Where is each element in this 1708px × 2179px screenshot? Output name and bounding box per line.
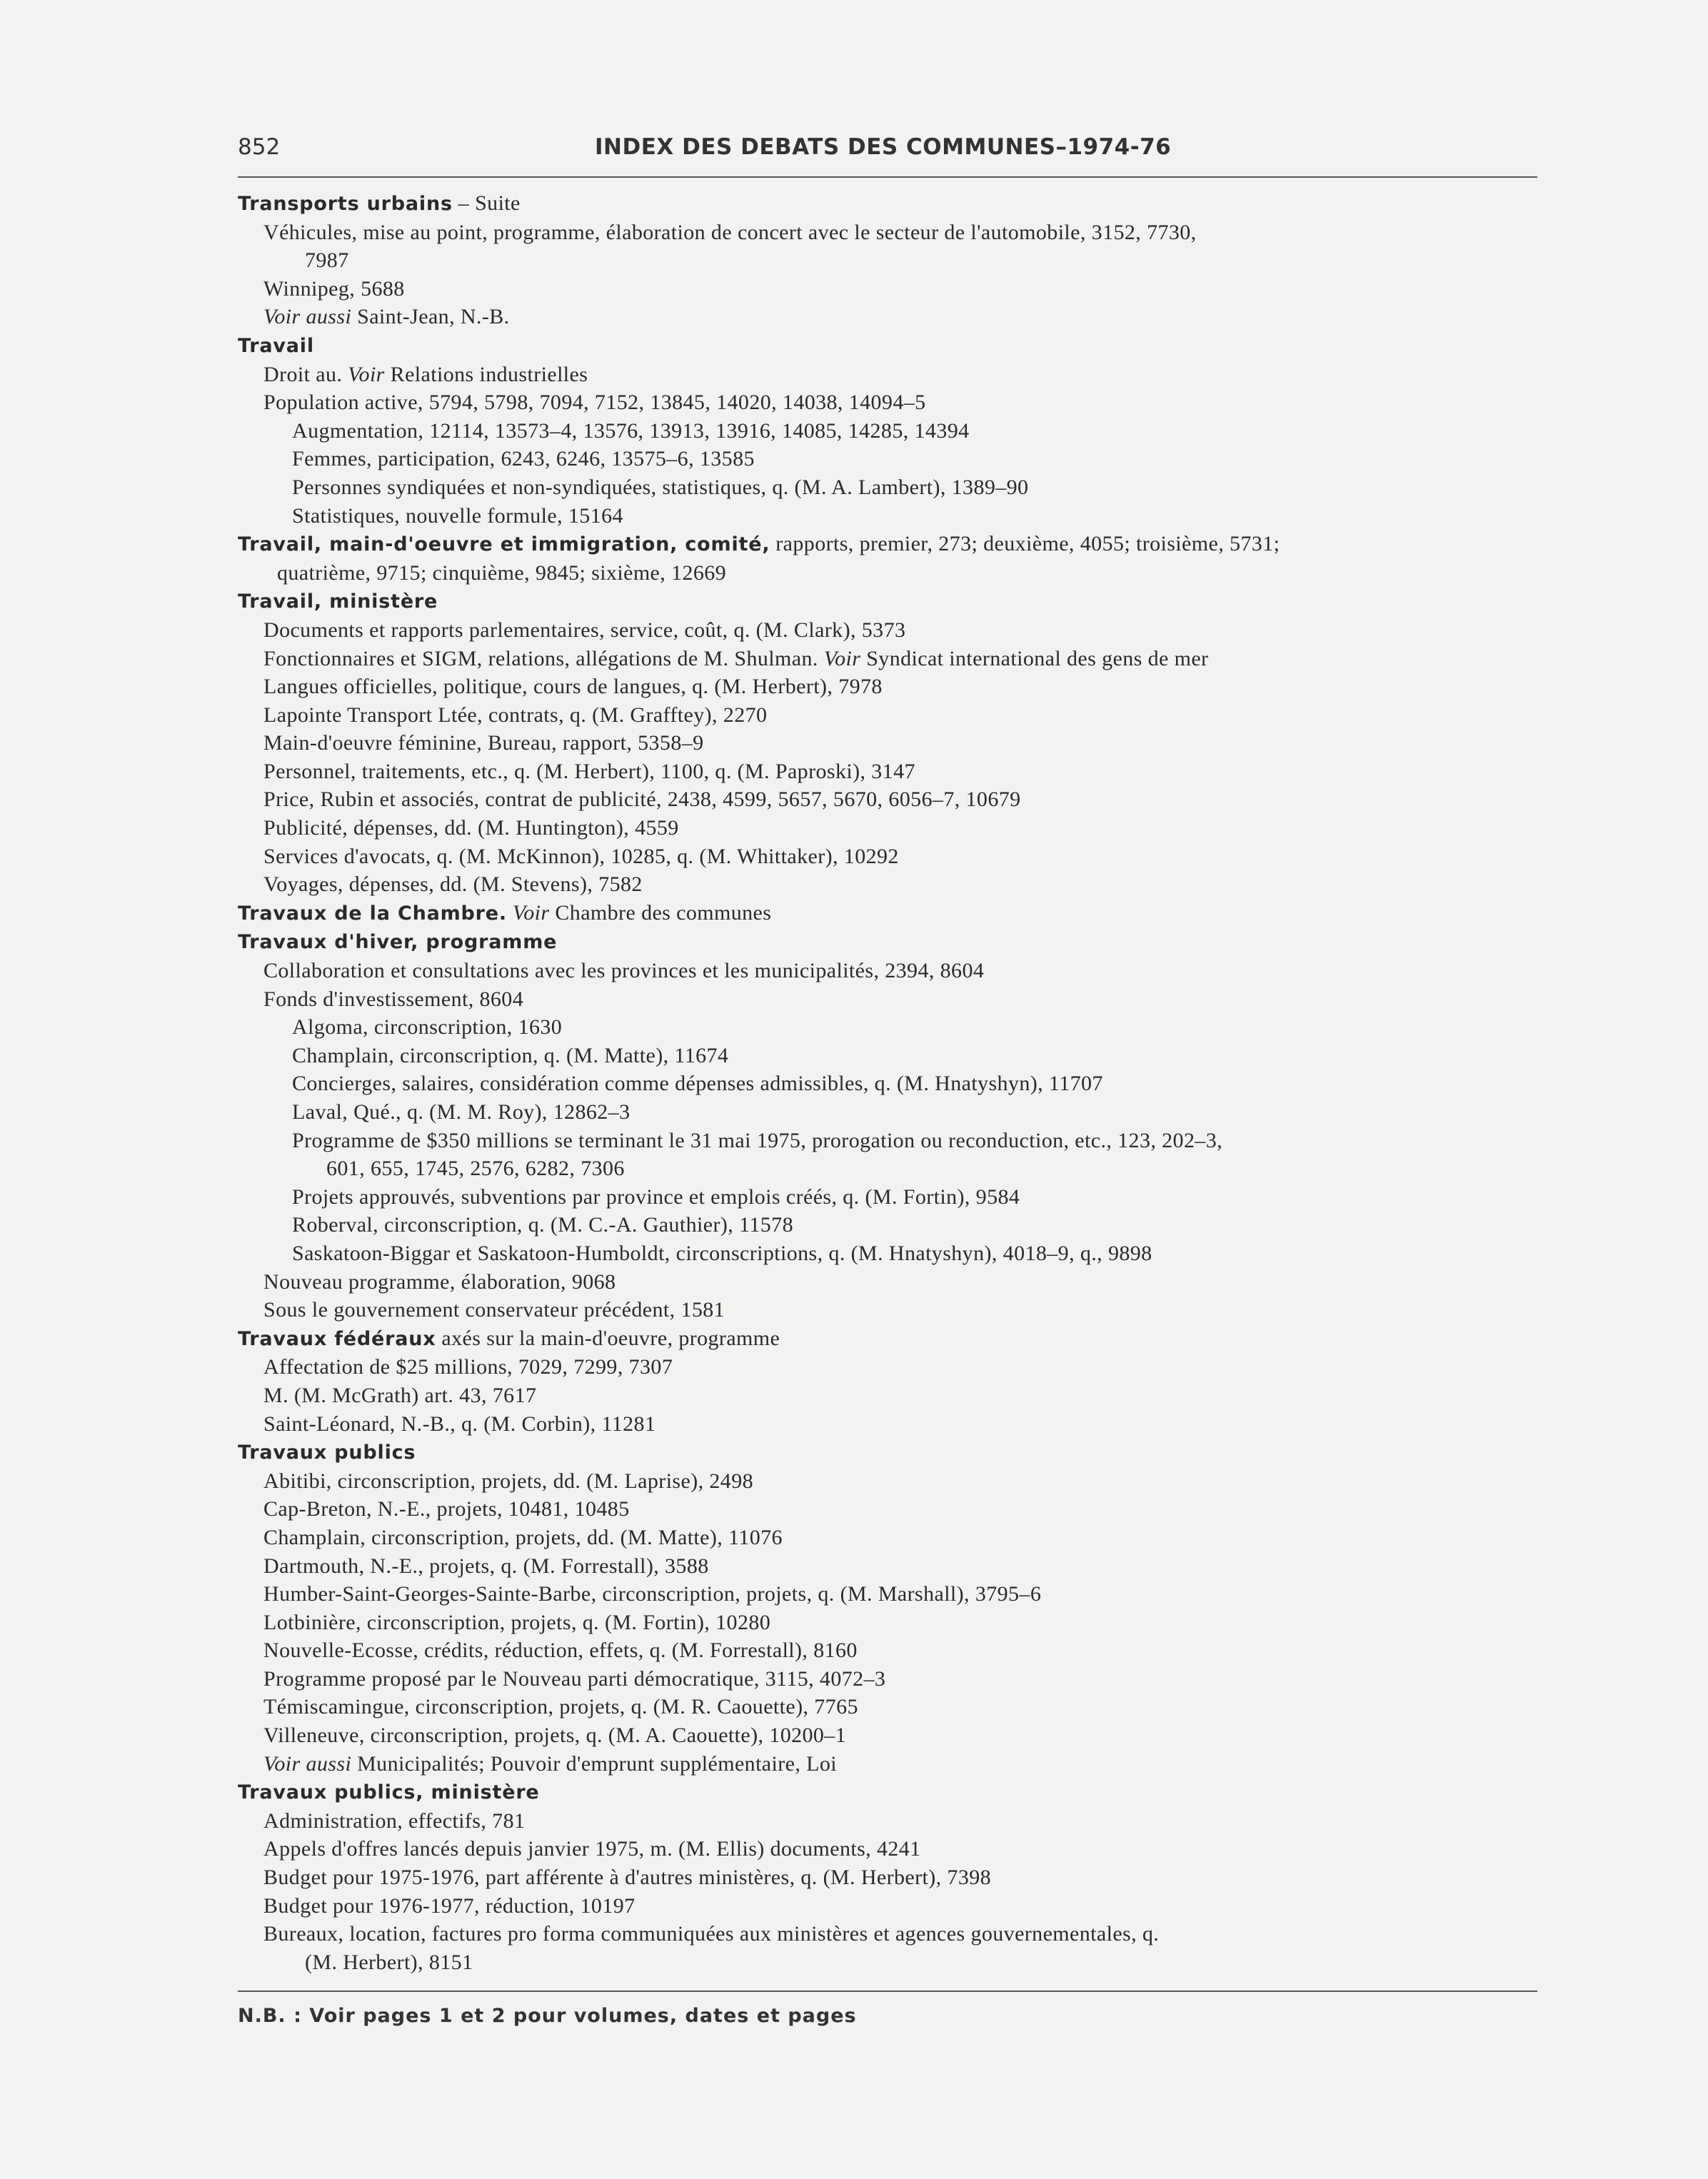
index-entry: [238, 1211, 1537, 1239]
entry-text: Villeneuve, circonscription, projets, q. (M. A. Caouette), 10200–1: [263, 1723, 847, 1748]
index-entry: [238, 1750, 1537, 1778]
index-entry: [238, 701, 1537, 730]
index-entry: [238, 1863, 1537, 1892]
entry-text: Personnel, traitements, etc., q. (M. Herbert), 1100, q. (M. Paproski), 3147: [263, 759, 915, 783]
index-entry: [238, 1467, 1537, 1496]
cross-reference-text: Syndicat international des gens de mer: [860, 646, 1209, 670]
entry-text: Langues officielles, politique, cours de langues, q. (M. Herbert), 7978: [263, 675, 883, 699]
index-entry: [238, 729, 1537, 758]
entry-text: Roberval, circonscription, q. (M. C.-A. Gauthier), 11578: [292, 1213, 793, 1237]
index-entry: [238, 814, 1537, 842]
heading-term: Travaux publics, ministère: [238, 1781, 540, 1804]
entry-text: Algoma, circonscription, 1630: [292, 1015, 563, 1040]
header-rule: [238, 176, 1537, 178]
see-label: Voir: [512, 900, 550, 925]
entry-text: Price, Rubin et associés, contrat de publicité, 2438, 4599, 5657, 5670, 6056–7, 10679: [263, 787, 1021, 812]
entry-text: Champlain, circonscription, projets, dd. (M. Matte), 11076: [263, 1525, 783, 1549]
entry-text: Témiscamingue, circonscription, projets, q. (M. R. Caouette), 7765: [263, 1695, 858, 1719]
index-entry: [238, 1636, 1537, 1665]
entry-text: Winnipeg, 5688: [263, 276, 405, 301]
entry-text: M. (M. McGrath) art. 43, 7617: [263, 1383, 537, 1407]
entry-text: (M. Herbert), 8151: [305, 1950, 473, 1974]
see-also-label: Voir aussi: [263, 1751, 352, 1776]
index-entry: [238, 1268, 1537, 1297]
index-entry: [238, 1920, 1537, 1948]
entry-text: Budget pour 1975-1976, part afférente à d'autres ministères, q. (M. Herbert), 7398: [263, 1866, 992, 1890]
entry-text: rapports, premier, 273; deuxième, 4055; troisième, 5731;: [770, 532, 1280, 556]
index-entry: [238, 1721, 1537, 1750]
index-entry: [238, 870, 1537, 899]
see-label: Voir: [348, 362, 385, 386]
index-entry: [238, 1693, 1537, 1721]
entry-text: Fonds d'investissement, 8604: [263, 987, 524, 1011]
index-entry: [238, 417, 1537, 446]
index-entry: [238, 445, 1537, 473]
page-header: [238, 130, 1537, 170]
index-entry: [238, 1183, 1537, 1212]
entry-text: Appels d'offres lancés depuis janvier 1975, m. (M. Ellis) documents, 4241: [263, 1837, 921, 1861]
index-entries: [238, 189, 1537, 1976]
index-heading: [238, 1324, 1537, 1354]
index-entry: [238, 985, 1537, 1014]
entry-text: Abitibi, circonscription, projets, dd. (M. Laprise), 2498: [263, 1469, 754, 1493]
entry-text: Fonctionnaires et SIGM, relations, allégations de M. Shulman.: [263, 646, 824, 670]
entry-text: Statistiques, nouvelle formule, 15164: [292, 503, 623, 528]
index-heading: [238, 530, 1537, 559]
index-entry: [238, 388, 1537, 417]
index-heading: [238, 1438, 1537, 1467]
index-heading: [238, 189, 1537, 218]
entry-text: Affectation de $25 millions, 7029, 7299, 7307: [263, 1355, 673, 1379]
see-also-label: Voir aussi: [263, 305, 352, 329]
entry-text: Lapointe Transport Ltée, contrats, q. (M. Grafftey), 2270: [263, 703, 768, 727]
footer-note: N.B. : Voir pages 1 et 2 pour volumes, dates et pages: [238, 2005, 857, 2027]
index-entry: [238, 785, 1537, 814]
index-entry: [238, 1013, 1537, 1042]
index-entry: [238, 758, 1537, 786]
entry-text: Population active, 5794, 5798, 7094, 7152, 13845, 14020, 14038, 14094–5: [263, 391, 926, 415]
entry-text: Laval, Qué., q. (M. M. Roy), 12862–3: [292, 1100, 631, 1124]
entry-text: Bureaux, location, factures pro forma communiquées aux ministères et agences gouvernementales, q.: [263, 1922, 1160, 1946]
entry-text: Femmes, participation, 6243, 6246, 13575–6, 13585: [292, 447, 755, 471]
index-heading: [238, 587, 1537, 616]
heading-term: Transports urbains: [238, 193, 453, 215]
index-entry: [238, 1154, 1537, 1183]
see-label: Voir: [823, 646, 861, 670]
index-heading: [238, 927, 1537, 957]
heading-term: Travail: [238, 334, 314, 357]
entry-text: axés sur la main-d'oeuvre, programme: [436, 1326, 780, 1350]
entry-text: Concierges, salaires, considération comme dépenses admissibles, q. (M. Hnatyshyn), 11707: [292, 1072, 1103, 1096]
entry-text: Collaboration et consultations avec les provinces et les municipalités, 2394, 8604: [263, 959, 985, 983]
entry-text: 601, 655, 1745, 2576, 6282, 7306: [326, 1157, 625, 1181]
index-entry: [238, 1239, 1537, 1268]
entry-text: Sous le gouvernement conservateur précédent, 1581: [263, 1298, 725, 1322]
entry-text: Programme proposé par le Nouveau parti démocratique, 3115, 4072–3: [263, 1666, 886, 1691]
index-heading: [238, 331, 1537, 361]
entry-text: Main-d'oeuvre féminine, Bureau, rapport, 5358–9: [263, 731, 704, 755]
entry-text: Municipalités; Pouvoir d'emprunt supplémentaire, Loi: [351, 1751, 838, 1776]
entry-text: Projets approuvés, subventions par province et emplois créés, q. (M. Fortin), 9584: [292, 1184, 1020, 1209]
index-entry: [238, 1552, 1537, 1581]
entry-text: 7987: [305, 248, 349, 273]
index-entry: [238, 1665, 1537, 1694]
index-entry: [238, 303, 1537, 331]
index-entry: [238, 1296, 1537, 1324]
entry-text: Nouvelle-Ecosse, crédits, réduction, effets, q. (M. Forrestall), 8160: [263, 1639, 858, 1663]
entry-text: Humber-Saint-Georges-Sainte-Barbe, circonscription, projets, q. (M. Marshall), 3795–6: [263, 1582, 1042, 1606]
entry-text: Programme de $350 millions se terminant le 31 mai 1975, prorogation ou reconduction, etc., 123, 202–3,: [292, 1128, 1223, 1152]
index-entry: [238, 1410, 1537, 1439]
index-entry: [238, 559, 1537, 588]
index-entry: [238, 1580, 1537, 1609]
entry-text: Nouveau programme, élaboration, 9068: [263, 1269, 616, 1294]
index-entry: [238, 502, 1537, 530]
entry-text: Augmentation, 12114, 13573–4, 13576, 13913, 13916, 14085, 14285, 14394: [292, 418, 970, 443]
entry-text: Documents et rapports parlementaires, service, coût, q. (M. Clark), 5373: [263, 618, 906, 642]
index-entry: [238, 218, 1537, 247]
heading-term: Travaux fédéraux: [238, 1327, 436, 1350]
entry-text: Cap-Breton, N.-E., projets, 10481, 10485: [263, 1497, 630, 1521]
entry-text: Lotbinière, circonscription, projets, q. (M. Fortin), 10280: [263, 1610, 771, 1634]
index-entry: [238, 473, 1537, 502]
entry-text: Publicité, dépenses, dd. (M. Huntington), 4559: [263, 816, 679, 840]
index-entry: [238, 1127, 1537, 1155]
entry-text: Administration, effectifs, 781: [263, 1808, 526, 1833]
entry-text: Dartmouth, N.-E., projets, q. (M. Forrestall), 3588: [263, 1554, 709, 1578]
index-heading: [238, 1778, 1537, 1807]
entry-text: – Suite: [452, 191, 521, 215]
entry-text: [507, 901, 513, 925]
index-entry: [238, 842, 1537, 871]
index-entry: [238, 957, 1537, 985]
entry-text: Personnes syndiquées et non-syndiquées, statistiques, q. (M. A. Lambert), 1389–90: [292, 475, 1029, 499]
index-entry: [238, 1807, 1537, 1836]
entry-text: Véhicules, mise au point, programme, élaboration de concert avec le secteur de l'automobile, 3152, 7730,: [263, 220, 1197, 244]
index-entry: [238, 1495, 1537, 1524]
index-entry: [238, 1892, 1537, 1921]
entry-text: Saint-Jean, N.-B.: [351, 305, 510, 329]
entry-text: Voyages, dépenses, dd. (M. Stevens), 7582: [263, 872, 643, 897]
index-entry: [238, 361, 1537, 389]
index-entry: [238, 673, 1537, 701]
entry-text: Champlain, circonscription, q. (M. Matte), 11674: [292, 1043, 729, 1067]
index-entry: [238, 645, 1537, 673]
index-entry: [238, 616, 1537, 645]
index-entry: [238, 1098, 1537, 1127]
index-entry: [238, 246, 1537, 275]
heading-term: Travaux de la Chambre.: [238, 902, 507, 925]
heading-term: Travail, ministère: [238, 590, 438, 613]
index-entry: [238, 1070, 1537, 1098]
index-entry: [238, 1948, 1537, 1977]
cross-reference-text: Relations industrielles: [384, 362, 588, 386]
index-entry: [238, 1609, 1537, 1637]
page-number: 852: [238, 134, 281, 160]
cross-reference-text: Chambre des communes: [549, 900, 772, 925]
entry-text: Services d'avocats, q. (M. McKinnon), 10285, q. (M. Whittaker), 10292: [263, 844, 899, 868]
index-entry: [238, 1524, 1537, 1552]
heading-term: Travail, main-d'oeuvre et immigration, comité,: [238, 533, 770, 556]
entry-text: Saskatoon-Biggar et Saskatoon-Humboldt, circonscriptions, q. (M. Hnatyshyn), 4018–9, q., 9898: [292, 1241, 1152, 1265]
running-title: INDEX DES DEBATS DES COMMUNES–1974-76: [595, 134, 1172, 160]
index-entry: [238, 1353, 1537, 1382]
entry-text: Budget pour 1976-1977, réduction, 10197: [263, 1893, 636, 1918]
index-entry: [238, 275, 1537, 303]
entry-text: quatrième, 9715; cinquième, 9845; sixième, 12669: [277, 560, 727, 585]
heading-term: Travaux d'hiver, programme: [238, 931, 558, 954]
entry-text: Droit au.: [263, 362, 348, 386]
index-entry: [238, 1042, 1537, 1070]
index-heading: [238, 899, 1537, 928]
index-entry: [238, 1382, 1537, 1410]
entry-text: Saint-Léonard, N.-B., q. (M. Corbin), 11281: [263, 1411, 656, 1436]
heading-term: Travaux publics: [238, 1441, 416, 1464]
index-entry: [238, 1835, 1537, 1863]
footer-rule: [238, 1991, 1537, 1992]
